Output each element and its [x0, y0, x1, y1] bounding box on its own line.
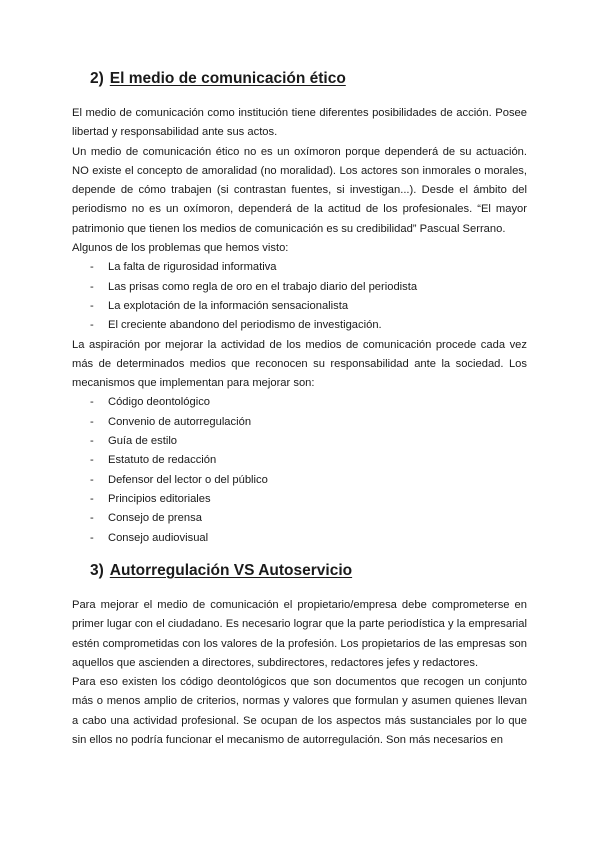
- section-3-title: Autorregulación VS Autoservicio: [109, 562, 353, 579]
- list-item: - Código deontológico: [90, 396, 211, 409]
- mechanisms-list: [72, 393, 527, 547]
- section-2-paragraph-4: La aspiración por mejorar la actividad de los medios de comunicación procede cada vez más de determinados medios que reconocen su responsabilidad ante la sociedad. Los mecanismos que implementan para mejorar son:: [72, 338, 527, 390]
- section-3-heading: [90, 562, 352, 580]
- list-item: - Consejo de prensa: [90, 512, 202, 525]
- section-2-heading: [90, 70, 346, 88]
- section-2-number: 2): [90, 70, 104, 87]
- section-2-title: El medio de comunicación ético: [109, 70, 346, 87]
- section-2-paragraph-1: El medio de comunicación como institución tiene diferentes posibilidades de acción. Posee libertad y responsabilidad ante sus actos.: [72, 107, 527, 139]
- section-2-body: [72, 104, 527, 548]
- section-3-paragraph-2: Para eso existen los código deontológicos que son documentos que recogen un conjunto más o menos amplio de criterios, normas y valores que formulan y asumen quienes llevan a cabo una actividad profesional. Se ocupan de los aspectos más sustanciales por lo que sin ellos no podría funcionar el mecanismo de autorregulación. Son más necesarios en: [72, 676, 527, 747]
- section-3-paragraph-1: Para mejorar el medio de comunicación el propietario/empresa debe comprometerse en primer lugar con el ciudadano. Es necesario lograr que la parte periodística y la empresarial estén comprometidas con los valores de la profesión. Los propietarios de las empresas son aquellos que ascienden a directores, subdirectores, redactores jefes y redactores.: [72, 599, 527, 669]
- section-3-number: 3): [90, 562, 104, 579]
- list-item: - Las prisas como regla de oro en el trabajo diario del periodista: [90, 280, 418, 293]
- list-item: - La explotación de la información sensacionalista: [90, 299, 349, 312]
- list-item: - El creciente abandono del periodismo de investigación.: [90, 319, 382, 332]
- list-item: - Consejo audiovisual: [90, 531, 209, 544]
- section-2-paragraph-2: Un medio de comunicación ético no es un oxímoron porque dependerá de su actuación. NO existe el concepto de amoralidad (no moralidad). Los actores son inmorales o morales, depende de cómo trabajen (si contrastan fuentes, si investigan...). Desde el ámbito del periodismo no es un oxímoron, dependerá de la actitud de los profesionales. “El mayor patrimonio que tienen los medios de comunicación es su credibilidad” Pascual Serrano.: [72, 145, 527, 235]
- list-item: - Principios editoriales: [90, 492, 211, 505]
- list-item: - Guía de estilo: [90, 435, 178, 448]
- list-item: - Convenio de autorregulación: [90, 415, 252, 428]
- section-2-paragraph-3: Algunos de los problemas que hemos visto:: [72, 242, 289, 255]
- list-item: - Estatuto de redacción: [90, 454, 217, 467]
- section-3-body: [72, 596, 527, 750]
- list-item: - Defensor del lector o del público: [90, 473, 268, 486]
- problems-list: [72, 258, 527, 335]
- list-item: - La falta de rigurosidad informativa: [90, 261, 277, 274]
